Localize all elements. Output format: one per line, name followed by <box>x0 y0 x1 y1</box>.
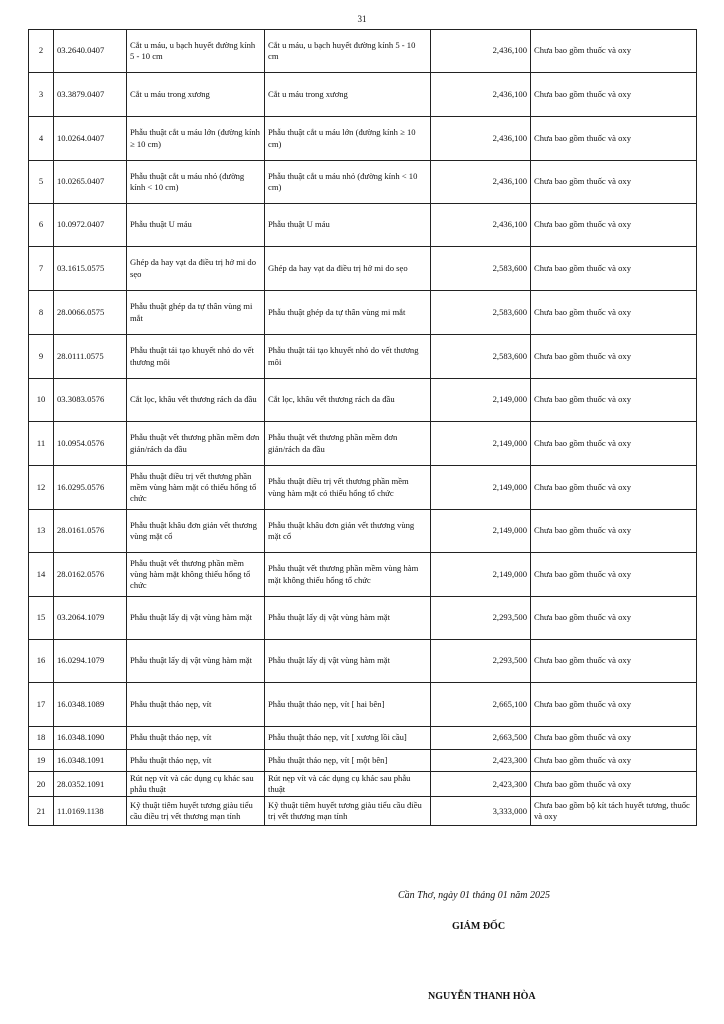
row-number: 7 <box>29 247 54 291</box>
service-price: 2,293,500 <box>431 640 531 683</box>
table-row <box>29 797 697 826</box>
service-code: 16.0348.1089 <box>54 683 127 727</box>
row-number: 14 <box>29 553 54 597</box>
row-number: 2 <box>29 30 54 73</box>
row-number: 15 <box>29 597 54 640</box>
row-number: 16 <box>29 640 54 683</box>
row-number: 5 <box>29 161 54 204</box>
service-price: 2,436,100 <box>431 161 531 204</box>
service-price: 2,583,600 <box>431 335 531 379</box>
row-number: 20 <box>29 772 54 797</box>
service-description: Phẫu thuật điều trị vết thương phần mềm vùng hàm mặt có thiếu hổng tổ chức <box>265 466 431 510</box>
service-price: 2,665,100 <box>431 683 531 727</box>
service-note: Chưa bao gồm thuốc và oxy <box>531 335 697 379</box>
row-number: 10 <box>29 379 54 422</box>
table-row <box>29 772 697 797</box>
service-price: 2,423,300 <box>431 772 531 797</box>
page-number: 31 <box>357 14 367 24</box>
service-note: Chưa bao gồm thuốc và oxy <box>531 117 697 161</box>
row-number: 17 <box>29 683 54 727</box>
service-name: Rút nẹp vít và các dụng cụ khác sau phẫu thuật <box>127 772 265 797</box>
service-name: Phẫu thuật cắt u máu nhỏ (đường kính < 10 cm) <box>127 161 265 204</box>
service-code: 16.0348.1090 <box>54 727 127 750</box>
service-description: Phẫu thuật U máu <box>265 204 431 247</box>
service-note: Chưa bao gồm thuốc và oxy <box>531 379 697 422</box>
table-row <box>29 750 697 772</box>
service-price: 2,663,500 <box>431 727 531 750</box>
table-row <box>29 683 697 727</box>
service-price: 2,293,500 <box>431 597 531 640</box>
table-row <box>29 204 697 247</box>
service-price: 2,583,600 <box>431 291 531 335</box>
table-row <box>29 422 697 466</box>
service-description: Phẫu thuật tháo nẹp, vít [ hai bên] <box>265 683 431 727</box>
service-description: Phẫu thuật tái tạo khuyết nhỏ do vết thương môi <box>265 335 431 379</box>
service-note: Chưa bao gồm thuốc và oxy <box>531 422 697 466</box>
table-row <box>29 379 697 422</box>
service-description: Phẫu thuật cắt u máu nhỏ (đường kính < 10 cm) <box>265 161 431 204</box>
table-row <box>29 597 697 640</box>
service-code: 28.0066.0575 <box>54 291 127 335</box>
service-note: Chưa bao gồm thuốc và oxy <box>531 291 697 335</box>
row-number: 8 <box>29 291 54 335</box>
service-description: Phẫu thuật vết thương phần mềm vùng hàm mặt không thiếu hổng tổ chức <box>265 553 431 597</box>
service-note: Chưa bao gồm bộ kít tách huyết tương, thuốc và oxy <box>531 797 697 826</box>
service-code: 03.3879.0407 <box>54 73 127 117</box>
table-row <box>29 510 697 553</box>
service-note: Chưa bao gồm thuốc và oxy <box>531 683 697 727</box>
row-number: 3 <box>29 73 54 117</box>
table-row <box>29 640 697 683</box>
service-price: 2,436,100 <box>431 204 531 247</box>
service-code: 03.1615.0575 <box>54 247 127 291</box>
service-note: Chưa bao gồm thuốc và oxy <box>531 750 697 772</box>
service-name: Ghép da hay vạt da điều trị hở mi do sẹo <box>127 247 265 291</box>
service-description: Phẫu thuật cắt u máu lớn (đường kính ≥ 10 cm) <box>265 117 431 161</box>
service-description: Ghép da hay vạt da điều trị hở mi do sẹo <box>265 247 431 291</box>
service-description: Cắt u máu, u bạch huyết đường kính 5 - 10 cm <box>265 30 431 73</box>
service-code: 16.0348.1091 <box>54 750 127 772</box>
service-note: Chưa bao gồm thuốc và oxy <box>531 553 697 597</box>
service-price: 2,436,100 <box>431 73 531 117</box>
service-price: 2,149,000 <box>431 510 531 553</box>
service-name: Phẫu thuật U máu <box>127 204 265 247</box>
row-number: 21 <box>29 797 54 826</box>
service-name: Phẫu thuật khâu đơn giản vết thương vùng mặt cổ <box>127 510 265 553</box>
service-price: 2,583,600 <box>431 247 531 291</box>
service-code: 28.0162.0576 <box>54 553 127 597</box>
service-price: 2,149,000 <box>431 466 531 510</box>
row-number: 12 <box>29 466 54 510</box>
service-description: Phẫu thuật khâu đơn giản vết thương vùng mặt cổ <box>265 510 431 553</box>
service-name: Phẫu thuật tái tạo khuyết nhỏ do vết thương môi <box>127 335 265 379</box>
service-note: Chưa bao gồm thuốc và oxy <box>531 161 697 204</box>
service-name: Phẫu thuật tháo nẹp, vít <box>127 750 265 772</box>
service-note: Chưa bao gồm thuốc và oxy <box>531 466 697 510</box>
row-number: 9 <box>29 335 54 379</box>
service-code: 10.0265.0407 <box>54 161 127 204</box>
table-row <box>29 553 697 597</box>
service-note: Chưa bao gồm thuốc và oxy <box>531 727 697 750</box>
service-note: Chưa bao gồm thuốc và oxy <box>531 597 697 640</box>
service-name: Cắt u máu trong xương <box>127 73 265 117</box>
row-number: 4 <box>29 117 54 161</box>
service-description: Rút nẹp vít và các dụng cụ khác sau phẫu thuật <box>265 772 431 797</box>
table-row <box>29 335 697 379</box>
table-row <box>29 161 697 204</box>
table-row <box>29 73 697 117</box>
service-code: 28.0111.0575 <box>54 335 127 379</box>
table-row <box>29 727 697 750</box>
service-name: Cắt u máu, u bạch huyết đường kính 5 - 10 cm <box>127 30 265 73</box>
service-description: Phẫu thuật tháo nẹp, vít [ một bên] <box>265 750 431 772</box>
service-price: 2,423,300 <box>431 750 531 772</box>
service-code: 10.0264.0407 <box>54 117 127 161</box>
service-name: Phẫu thuật vết thương phần mềm vùng hàm mặt không thiếu hổng tổ chức <box>127 553 265 597</box>
service-name: Phẫu thuật ghép da tự thân vùng mi mắt <box>127 291 265 335</box>
table-row <box>29 30 697 73</box>
service-description: Phẫu thuật lấy dị vật vùng hàm mặt <box>265 640 431 683</box>
service-code: 03.2640.0407 <box>54 30 127 73</box>
service-price: 2,149,000 <box>431 379 531 422</box>
service-name: Phẫu thuật tháo nẹp, vít <box>127 727 265 750</box>
service-description: Phẫu thuật ghép da tự thân vùng mi mắt <box>265 291 431 335</box>
service-note: Chưa bao gồm thuốc và oxy <box>531 73 697 117</box>
service-description: Cắt lọc, khâu vết thương rách da đầu <box>265 379 431 422</box>
signer-title: GIÁM ĐỐC <box>452 921 506 932</box>
service-price: 3,333,000 <box>431 797 531 826</box>
row-number: 11 <box>29 422 54 466</box>
service-note: Chưa bao gồm thuốc và oxy <box>531 640 697 683</box>
service-code: 10.0954.0576 <box>54 422 127 466</box>
service-code: 16.0294.1079 <box>54 640 127 683</box>
service-description: Phẫu thuật lấy dị vật vùng hàm mặt <box>265 597 431 640</box>
table-row <box>29 117 697 161</box>
service-note: Chưa bao gồm thuốc và oxy <box>531 772 697 797</box>
service-code: 16.0295.0576 <box>54 466 127 510</box>
signer-name: NGUYỄN THANH HÒA <box>428 991 536 1002</box>
service-code: 28.0161.0576 <box>54 510 127 553</box>
service-code: 03.2064.1079 <box>54 597 127 640</box>
service-code: 11.0169.1138 <box>54 797 127 826</box>
service-note: Chưa bao gồm thuốc và oxy <box>531 204 697 247</box>
row-number: 13 <box>29 510 54 553</box>
service-code: 03.3083.0576 <box>54 379 127 422</box>
row-number: 18 <box>29 727 54 750</box>
table-row <box>29 247 697 291</box>
service-name: Cắt lọc, khâu vết thương rách da đầu <box>127 379 265 422</box>
service-price: 2,436,100 <box>431 117 531 161</box>
service-note: Chưa bao gồm thuốc và oxy <box>531 510 697 553</box>
service-description: Phẫu thuật vết thương phần mềm đơn giản/rách da đầu <box>265 422 431 466</box>
service-price: 2,436,100 <box>431 30 531 73</box>
service-note: Chưa bao gồm thuốc và oxy <box>531 30 697 73</box>
service-note: Chưa bao gồm thuốc và oxy <box>531 247 697 291</box>
service-description: Cắt u máu trong xương <box>265 73 431 117</box>
service-name: Phẫu thuật điều trị vết thương phần mềm vùng hàm mặt có thiếu hổng tổ chức <box>127 466 265 510</box>
price-table <box>28 29 697 826</box>
service-name: Phẫu thuật cắt u máu lớn (đường kính ≥ 10 cm) <box>127 117 265 161</box>
row-number: 19 <box>29 750 54 772</box>
row-number: 6 <box>29 204 54 247</box>
service-price: 2,149,000 <box>431 553 531 597</box>
service-name: Phẫu thuật tháo nẹp, vít <box>127 683 265 727</box>
service-description: Phẫu thuật tháo nẹp, vít [ xương lồi cầu] <box>265 727 431 750</box>
table-row <box>29 291 697 335</box>
service-price: 2,149,000 <box>431 422 531 466</box>
service-name: Phẫu thuật lấy dị vật vùng hàm mặt <box>127 597 265 640</box>
service-code: 10.0972.0407 <box>54 204 127 247</box>
service-code: 28.0352.1091 <box>54 772 127 797</box>
service-name: Kỹ thuật tiêm huyết tương giàu tiểu cầu điều trị vết thương mạn tính <box>127 797 265 826</box>
service-description: Kỹ thuật tiêm huyết tương giàu tiểu cầu điều trị vết thương mạn tính <box>265 797 431 826</box>
service-name: Phẫu thuật vết thương phần mềm đơn giản/rách da đầu <box>127 422 265 466</box>
service-name: Phẫu thuật lấy dị vật vùng hàm mặt <box>127 640 265 683</box>
signature-date: Cần Thơ, ngày 01 tháng 01 năm 2025 <box>398 890 551 901</box>
table-row <box>29 466 697 510</box>
